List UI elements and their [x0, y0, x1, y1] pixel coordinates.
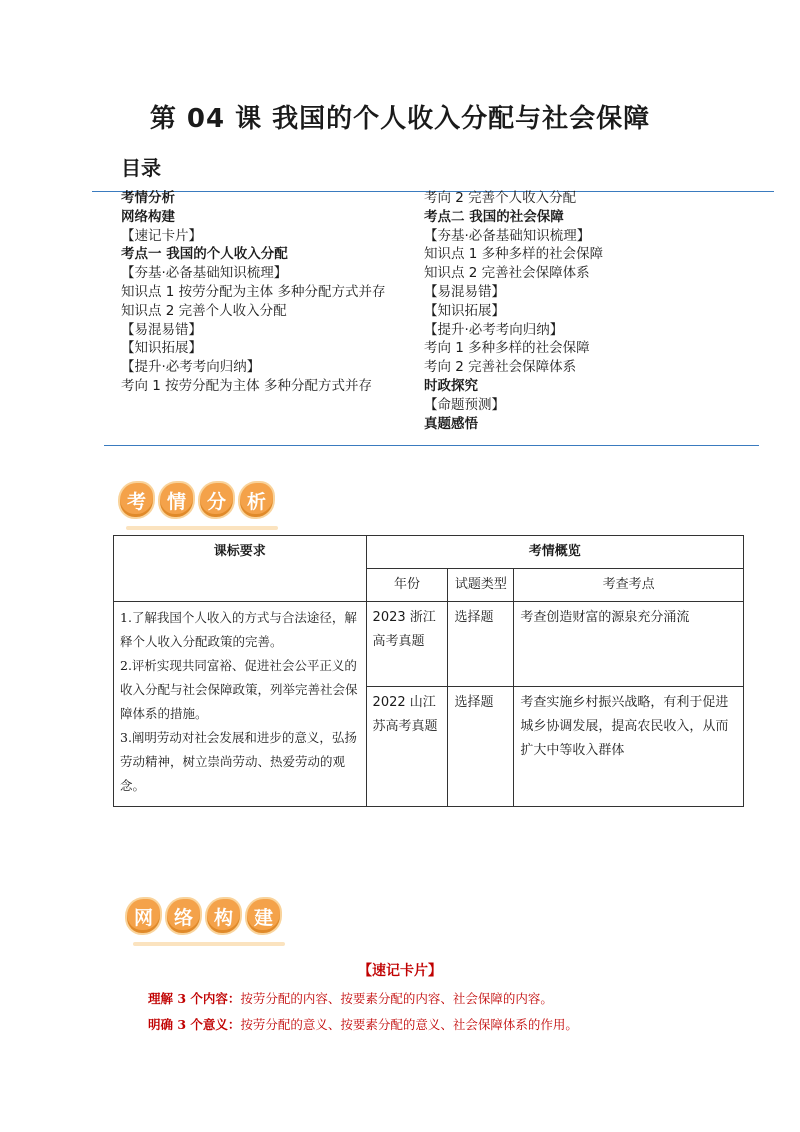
toc-item-zsd2[interactable]: 知识点 2 完善个人收入分配 — [121, 302, 287, 319]
requirement-2: 2.评析实现共同富裕、促进社会公平正义的收入分配与社会保障政策，列举完善社会保障体系的措施。 — [120, 658, 358, 721]
row1-year: 2023 浙江高考真题 — [366, 602, 448, 687]
banner-tile: 分 — [198, 481, 235, 519]
header-requirements: 课标要求 — [114, 536, 367, 602]
card-text: 按劳分配的意义、按要素分配的意义、社会保障体系的作用。 — [240, 1017, 578, 1032]
banner-tile: 考 — [118, 481, 155, 519]
toc-item-kaoqing[interactable]: 考情分析 — [121, 190, 175, 206]
row2-year: 2022 山江苏高考真题 — [366, 686, 448, 806]
toc-bottom-rule — [104, 445, 759, 446]
toc-item-mingti[interactable]: 【命题预测】 — [424, 396, 505, 413]
toc-item-kx2[interactable]: 考向 2 完善个人收入分配 — [424, 190, 577, 206]
requirement-3: 3.阐明劳动对社会发展和进步的意义，弘扬劳动精神，树立崇尚劳动、热爱劳动的观念。 — [120, 730, 357, 793]
toc-item-hangji2[interactable]: 【夯基·必备基础知识梳理】 — [424, 227, 591, 244]
banner-tile: 建 — [245, 897, 282, 935]
wangluo-banner — [125, 894, 285, 938]
banner-underline — [133, 942, 285, 946]
card-label: 明确 3 个意义： — [148, 1017, 241, 1032]
toc-item-yihun[interactable]: 【易混易错】 — [121, 321, 202, 338]
toc-right-column — [424, 189, 724, 433]
toc-item-zsd2b[interactable]: 知识点 2 完善社会保障体系 — [424, 265, 590, 282]
toc-item-kaodian1[interactable]: 考点一 我国的个人收入分配 — [121, 246, 288, 263]
exam-overview-table — [113, 535, 744, 807]
toc-item-yihun2[interactable]: 【易混易错】 — [424, 283, 505, 300]
card-line-2 — [148, 1015, 578, 1033]
card-text: 按劳分配的内容、按要素分配的内容、社会保障的内容。 — [240, 991, 553, 1006]
banner-underline — [126, 526, 278, 530]
row2-point: 考查实施乡村振兴战略，有利于促进城乡协调发展，提高农民收入，从而扩大中等收入群体 — [514, 686, 744, 806]
toc-item-kx1[interactable]: 考向 1 按劳分配为主体 多种分配方式并存 — [121, 377, 372, 394]
toc-heading: 目录 — [121, 156, 161, 180]
toc-item-kaodian2[interactable]: 考点二 我国的社会保障 — [424, 208, 564, 225]
header-type: 试题类型 — [448, 569, 514, 602]
row1-type: 选择题 — [448, 602, 514, 687]
toc-left-column — [121, 189, 386, 396]
header-point: 考查考点 — [514, 569, 744, 602]
toc-item-tuozhan[interactable]: 【知识拓展】 — [121, 340, 202, 357]
banner-tile: 网 — [125, 897, 162, 935]
banner-tile: 络 — [165, 897, 202, 935]
card-title: 【速记卡片】 — [358, 963, 442, 979]
toc-item-suji[interactable]: 【速记卡片】 — [121, 227, 202, 244]
kaoqing-banner — [118, 478, 278, 522]
card-line-1 — [148, 989, 553, 1007]
toc-item-kx2b[interactable]: 考向 2 完善社会保障体系 — [424, 359, 577, 376]
toc-item-tisheng[interactable]: 【提升·必考考向归纳】 — [121, 359, 261, 376]
row1-point: 考查创造财富的源泉充分涌流 — [514, 602, 744, 687]
toc-item-zhenti[interactable]: 真题感悟 — [424, 415, 478, 432]
banner-tile: 情 — [158, 481, 195, 519]
toc-item-tisheng2[interactable]: 【提升·必考考向归纳】 — [424, 321, 564, 338]
toc-item-zsd1[interactable]: 知识点 1 按劳分配为主体 多种分配方式并存 — [121, 283, 386, 300]
banner-tile: 构 — [205, 897, 242, 935]
toc-item-shizheng[interactable]: 时政探究 — [424, 377, 478, 394]
page-title: 第 04 课 我国的个人收入分配与社会保障 — [149, 104, 651, 134]
requirements-cell — [114, 602, 367, 807]
toc-item-wangluo[interactable]: 网络构建 — [121, 208, 175, 225]
toc-item-kx1b[interactable]: 考向 1 多种多样的社会保障 — [424, 340, 590, 357]
header-overview: 考情概览 — [366, 536, 743, 569]
row2-type: 选择题 — [448, 686, 514, 806]
toc-item-zsd1b[interactable]: 知识点 1 多种多样的社会保障 — [424, 246, 604, 263]
card-label: 理解 3 个内容： — [148, 991, 241, 1006]
requirement-1: 1.了解我国个人收入的方式与合法途径，解释个人收入分配政策的完善。 — [120, 610, 357, 649]
header-year: 年份 — [366, 569, 448, 602]
toc-item-tuozhan2[interactable]: 【知识拓展】 — [424, 302, 505, 319]
toc-item-hangji[interactable]: 【夯基·必备基础知识梳理】 — [121, 265, 288, 282]
banner-tile: 析 — [238, 481, 275, 519]
